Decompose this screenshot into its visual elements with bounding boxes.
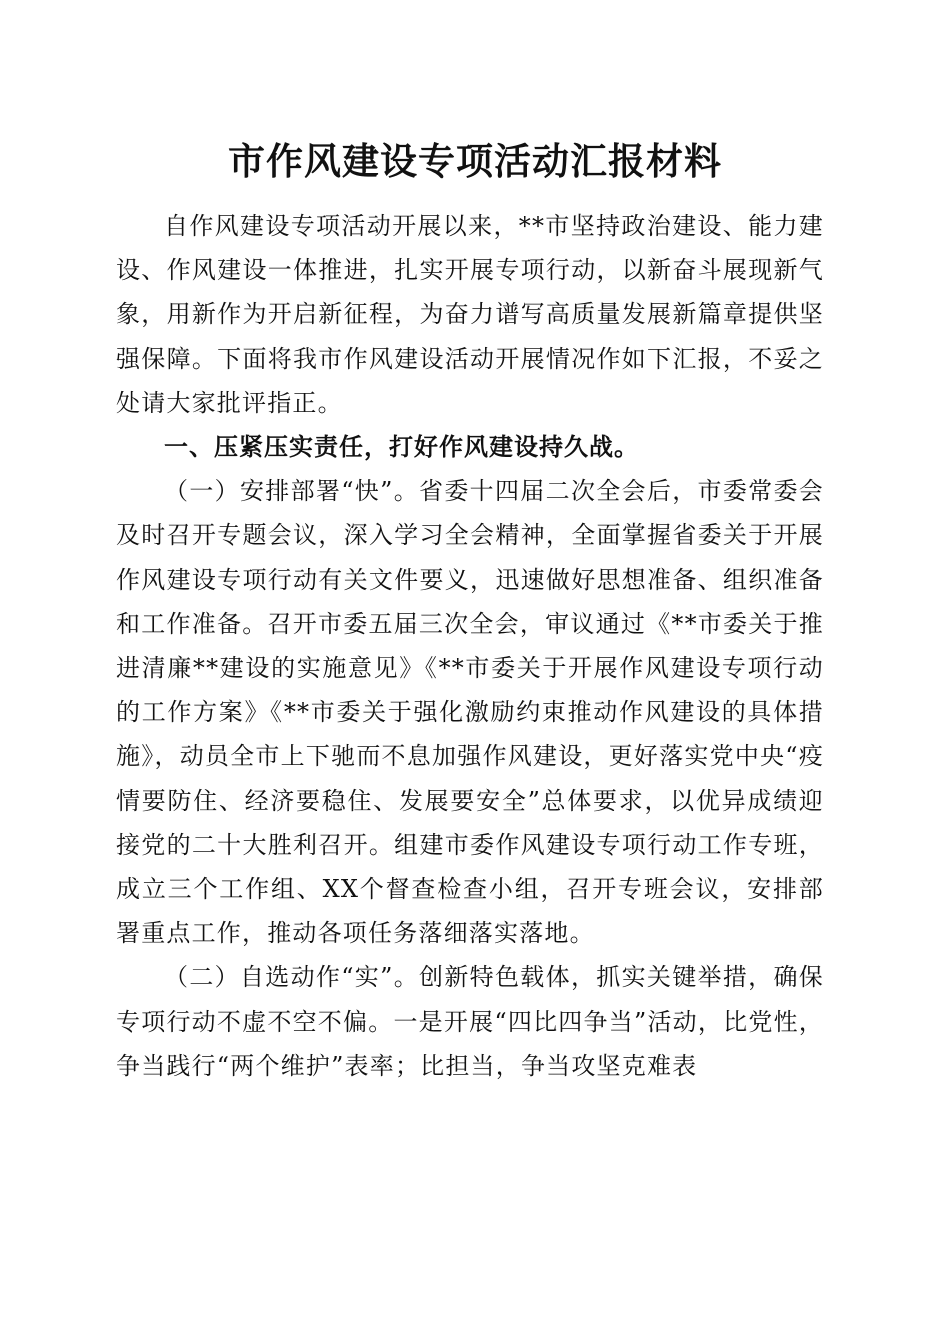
section-heading: 一、压紧压实责任，打好作风建设持久战。: [164, 433, 639, 462]
body-paragraph: （二）自选动作“实”。创新特色载体，抓实关键举措，确保专项行动不虚不空不偏。一是开展“四比四争当”活动，比党性，争当践行“两个维护”表率；比担当，争当攻坚克难表: [116, 963, 824, 1080]
document-body: [116, 204, 824, 1088]
document-title: 市作风建设专项活动汇报材料: [228, 139, 722, 183]
intro-paragraph: 自作风建设专项活动开展以来，**市坚持政治建设、能力建设、作风建设一体推进，扎实开展专项行动，以新奋斗展现新气象，用新作为开启新征程，为奋力谱写高质量发展新篇章提供坚强保障。下面将我市作风建设活动开展情况作如下汇报，不妥之处请大家批评指正。: [116, 212, 824, 417]
body-paragraph: （一）安排部署“快”。省委十四届二次全会后，市委常委会及时召开专题会议，深入学习全会精神，全面掌握省委关于开展作风建设专项行动有关文件要义，迅速做好思想准备、组织准备和工作准备。召开市委五届三次全会，审议通过《**市委关于推进清廉**建设的实施意见》《**市委关于开展作风建设专项行动的工作方案》《**市委关于强化激励约束推动作风建设的具体措施》，动员全市上下驰而不息加强作风建设，更好落实党中央“疫情要防住、经济要稳住、发展要安全”总体要求，以优异成绩迎接党的二十大胜利召开。组建市委作风建设专项行动工作专班，成立三个工作组、XX个督查检查小组，召开专班会议，安排部署重点工作，推动各项任务落细落实落地。: [116, 477, 824, 948]
